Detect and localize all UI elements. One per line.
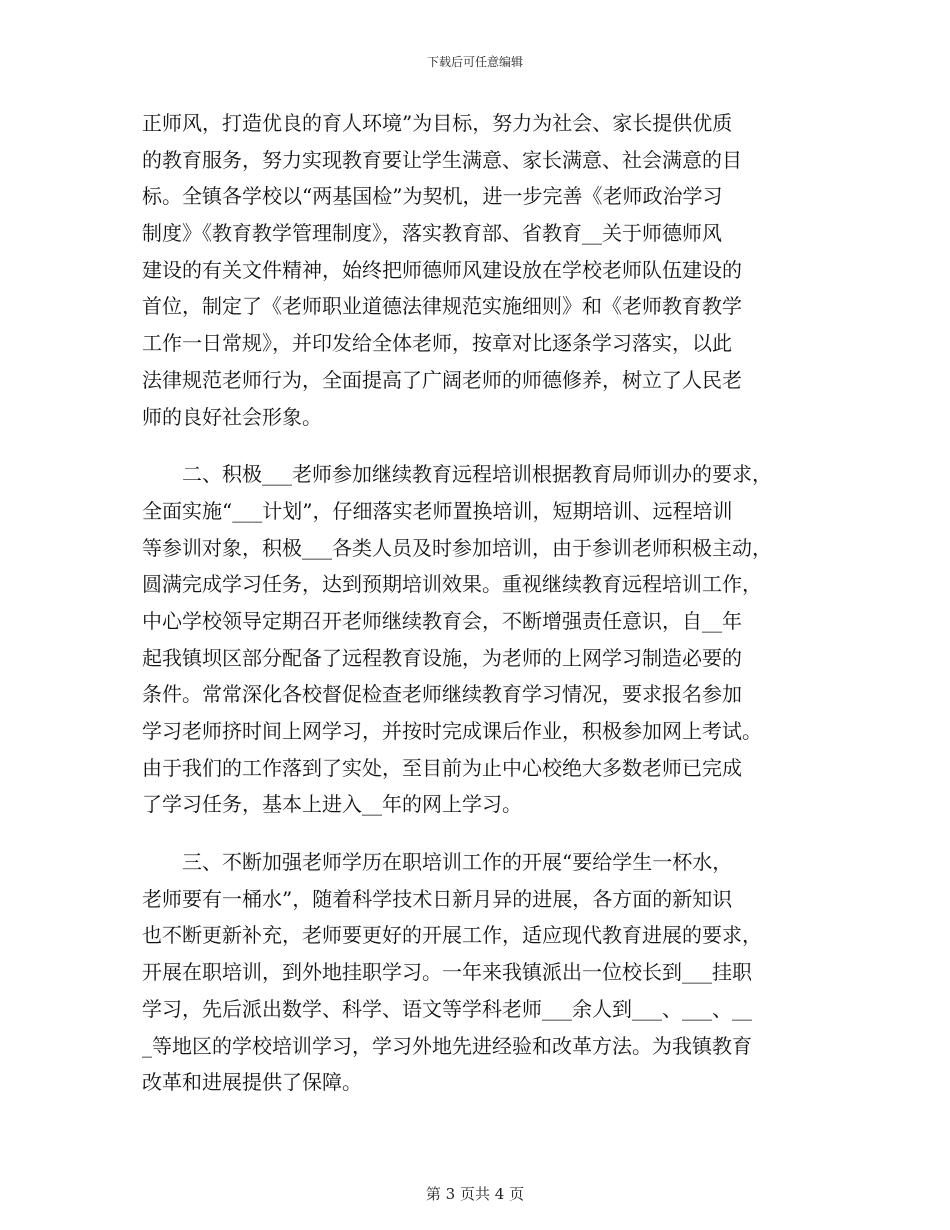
text-line: 的教育服务，努力实现教育要让学生满意、家长满意、社会满意的目 bbox=[142, 147, 742, 172]
text-line: 二、积极___老师参加继续教育远程培训根据教育局师训办的要求， bbox=[142, 462, 772, 487]
paragraph-1 bbox=[142, 105, 802, 435]
paragraph-2 bbox=[142, 456, 802, 823]
text-line: 条件。常常深化各校督促检查老师继续教育学习情况，要求报名参加 bbox=[142, 682, 742, 707]
text-line: 了学习任务，基本上进入__年的网上学习。 bbox=[142, 792, 522, 817]
text-line: 等参训对象，积极___各类人员及时参加培训，由于参训老师积极主动， bbox=[142, 535, 772, 560]
text-line: 学习，先后派出数学、科学、语文等学科老师___余人到___、___、__ bbox=[142, 996, 752, 1021]
page-header: 下载后可任意编辑 bbox=[426, 55, 523, 69]
paragraph-spacer bbox=[142, 435, 802, 456]
text-line: 建设的有关文件精神，始终把师德师风建设放在学校老师队伍建设的 bbox=[142, 257, 742, 282]
text-line: 首位，制定了《老师职业道德法律规范实施细则》和《老师教育教学 bbox=[142, 294, 742, 319]
text-line: 学习老师挤时间上网学习，并按时完成课后作业，积极参加网上考试。 bbox=[142, 719, 762, 743]
text-line: 圆满完成学习任务，达到预期培训效果。重视继续教育远程培训工作， bbox=[142, 572, 762, 597]
text-line: 全面实施“___计划”，仔细落实老师置换培训，短期培训、远程培训 bbox=[142, 498, 733, 523]
page-footer: 第 3 页共 4 页 bbox=[425, 1185, 525, 1203]
text-line: 三、不断加强老师学历在职培训工作的开展“要给学生一杯水， bbox=[142, 850, 733, 875]
text-line: _等地区的学校培训学习，学习外地先进经验和改革方法。为我镇教育 bbox=[142, 1033, 752, 1058]
paragraph-spacer bbox=[142, 823, 802, 844]
text-line: 起我镇坝区部分配备了远程教育设施，为老师的上网学习制造必要的 bbox=[142, 645, 742, 670]
text-line: 中心学校领导定期召开老师继续教育会，不断增强责任意识，自__年 bbox=[142, 608, 742, 633]
text-line: 由于我们的工作落到了实处，至目前为止中心校绝大多数老师已完成 bbox=[142, 755, 742, 780]
paragraph-3 bbox=[142, 844, 802, 1101]
text-line: 师的良好社会形象。 bbox=[142, 404, 322, 429]
document-body bbox=[142, 105, 802, 1101]
text-line: 开展在职培训，到外地挂职学习。一年来我镇派出一位校长到___挂职 bbox=[142, 960, 752, 985]
text-line: 也不断更新补充，老师要更好的开展工作，适应现代教育进展的要求， bbox=[142, 923, 762, 948]
text-line: 改革和进展提供了保障。 bbox=[142, 1070, 362, 1095]
text-line: 制度》《教育教学管理制度》，落实教育部、省教育__关于师德师风 bbox=[142, 221, 722, 246]
text-line: 标。全镇各学校以“两基国检”为契机，进一步完善《老师政治学习 bbox=[142, 184, 723, 209]
text-line: 老师要有一桶水”，随着科学技术日新月异的进展，各方面的新知识 bbox=[142, 886, 733, 911]
text-line: 法律规范老师行为，全面提高了广阔老师的师德修养，树立了人民老 bbox=[142, 367, 742, 392]
text-line: 正师风，打造优良的育人环境”为目标，努力为社会、家长提供优质 bbox=[142, 111, 733, 135]
text-line: 工作一日常规》，并印发给全体老师，按章对比逐条学习落实，以此 bbox=[142, 331, 732, 356]
